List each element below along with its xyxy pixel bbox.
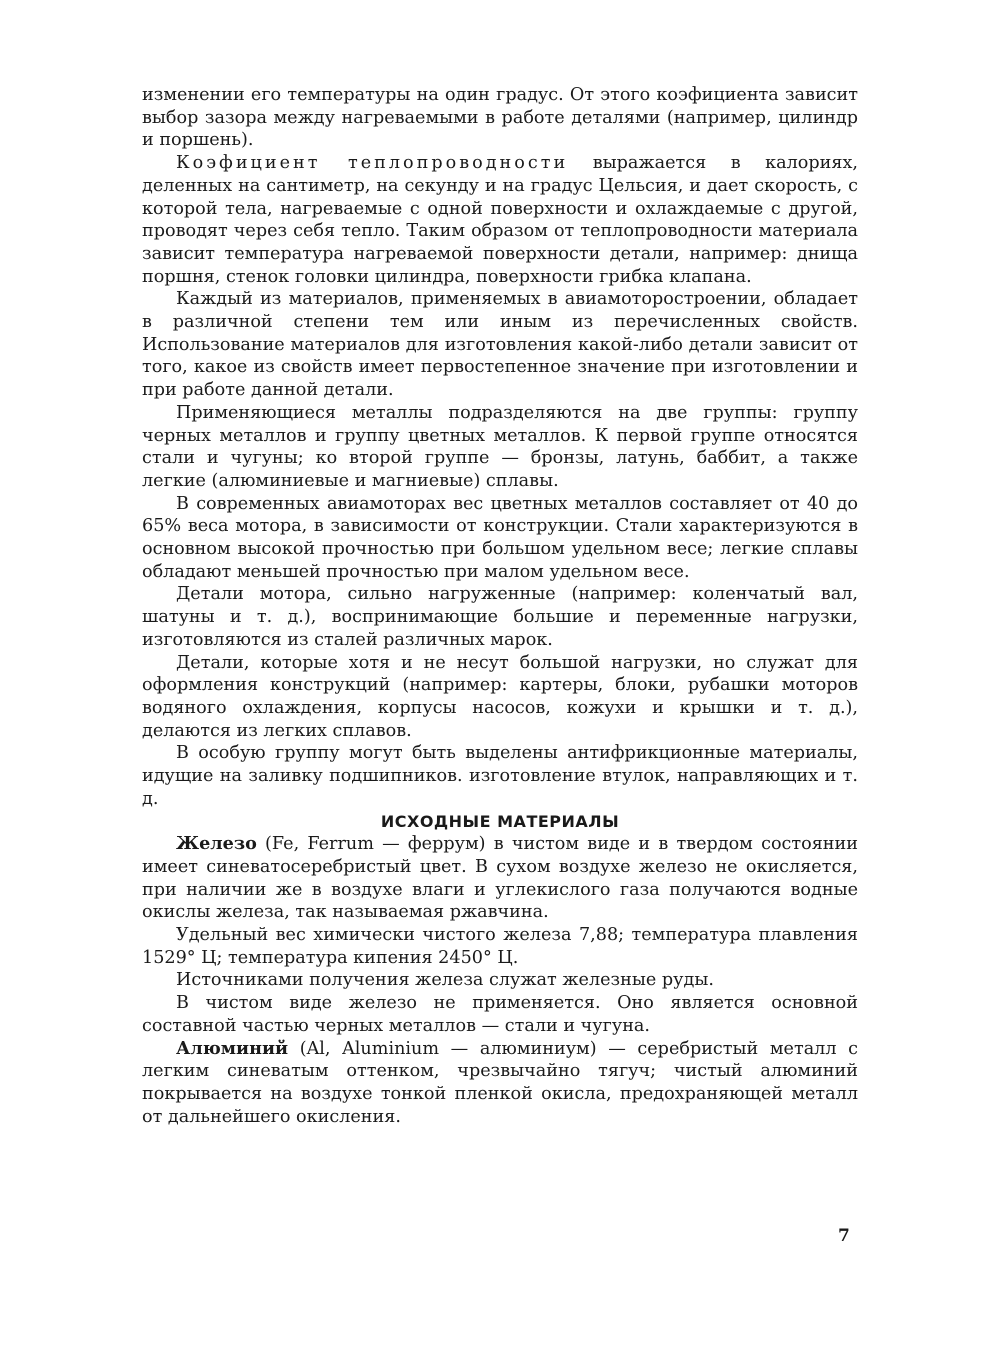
paragraph-light-alloy-parts: Детали, которые хотя и не несут большой нагрузки, но служат для оформления конструкций (например: картеры, блоки, рубашки моторов водяного охлаждения, корпусы насосов, кожухи и крышки и т. д.), делаются из легких сплавов. — [142, 652, 858, 741]
paragraph-antifriction: В особую группу могут быть выделены антифрикционные материалы, идущие на заливку подшипников. изготовление втулок, направляющих и т. д. — [142, 743, 858, 809]
paragraph-nonferrous-weight: В современных авиамоторах вес цветных металлов составляет от 40 до 65% веса мотора, в зависимости от конструкции. Стали характеризуются в основном высокой прочностью при большом удельном весе; легкие сплавы обладают меньшей прочностью при малом удельном весе. — [142, 493, 858, 582]
term-iron: Железо — [176, 833, 257, 855]
paragraph-iron-usage: В чистом виде железо не применяется. Оно является основной составной частью черных металлов — стали и чугуна. — [142, 993, 858, 1036]
paragraph-thermal-conductivity — [142, 152, 858, 288]
term-thermal-conductivity: Коэфициент теплопроводности — [176, 153, 569, 174]
paragraph-continuation: изменении его температуры на один градус. От этого коэфициента зависит выбор зазора между нагреваемыми в работе деталями (например, цилиндр и поршень). — [142, 85, 858, 151]
paragraph-text: (Al, Aluminium — алюминиум) — серебристый металл с легким синеватым оттенком, чрезвычайно тягуч; чистый алюминий покрывается на воздухе тонкой пленкой окисла, предохраняющей металл от дальнейшего окисления. — [142, 1038, 858, 1127]
paragraph-text: (Fe, Ferrum — феррум) в чистом виде и в твердом состоянии имеет синеватосеребристый цвет. В сухом воздухе железо не окисляется, при наличии же в воздухе влаги и углекислого газа получаются водные окислы железа, так называемая ржавчина. — [142, 834, 858, 923]
page-body — [142, 84, 858, 1324]
paragraph-iron — [142, 833, 858, 924]
section-heading: ИСХОДНЫЕ МАТЕРИАЛЫ — [380, 811, 620, 831]
term-aluminium: Алюминий — [176, 1037, 289, 1059]
paragraph-iron-sources: Источниками получения железа служат железные руды. — [176, 970, 714, 991]
paragraph-metal-groups: Применяющиеся металлы подразделяются на две группы: группу черных металлов и группу цветных металлов. К первой группе относятся стали и чугуны; ко второй группе — бронзы, латунь, баббит, а также легкие (алюминиевые и магниевые) сплавы. — [142, 402, 858, 491]
paragraph-loaded-parts: Детали мотора, сильно нагруженные (например: коленчатый вал, шатуны и т. д.), воспринимающие большие и переменные нагрузки, изготовляются из сталей различных марок. — [142, 584, 858, 650]
page-number: 7 — [838, 1226, 850, 1246]
paragraph-aluminium — [142, 1038, 858, 1129]
paragraph-text: выражается в калориях, деленных на сантиметр, на секунду и на градус Цельсия, и дает скорость, с которой тела, нагреваемые с одной поверхности и охлаждаемые с другой, проводят через себя тепло. Таким образом от теплопроводности материала зависит температура нагреваемой поверхности детали, например: днища поршня, стенок головки цилиндра, поверхности грибка клапана. — [142, 153, 858, 287]
paragraph-iron-properties: Удельный вес химически чистого железа 7,88; температура плавления 1529° Ц; температура кипения 2450° Ц. — [142, 925, 858, 968]
paragraph-materials-properties: Каждый из материалов, применяемых в авиамоторостроении, обладает в различной степени тем или иным из перечисленных свойств. Использование материалов для изготовления какой-либо детали зависит от того, какое из свойств имеет первостепенное значение при изготовлении и при работе данной детали. — [142, 289, 858, 401]
